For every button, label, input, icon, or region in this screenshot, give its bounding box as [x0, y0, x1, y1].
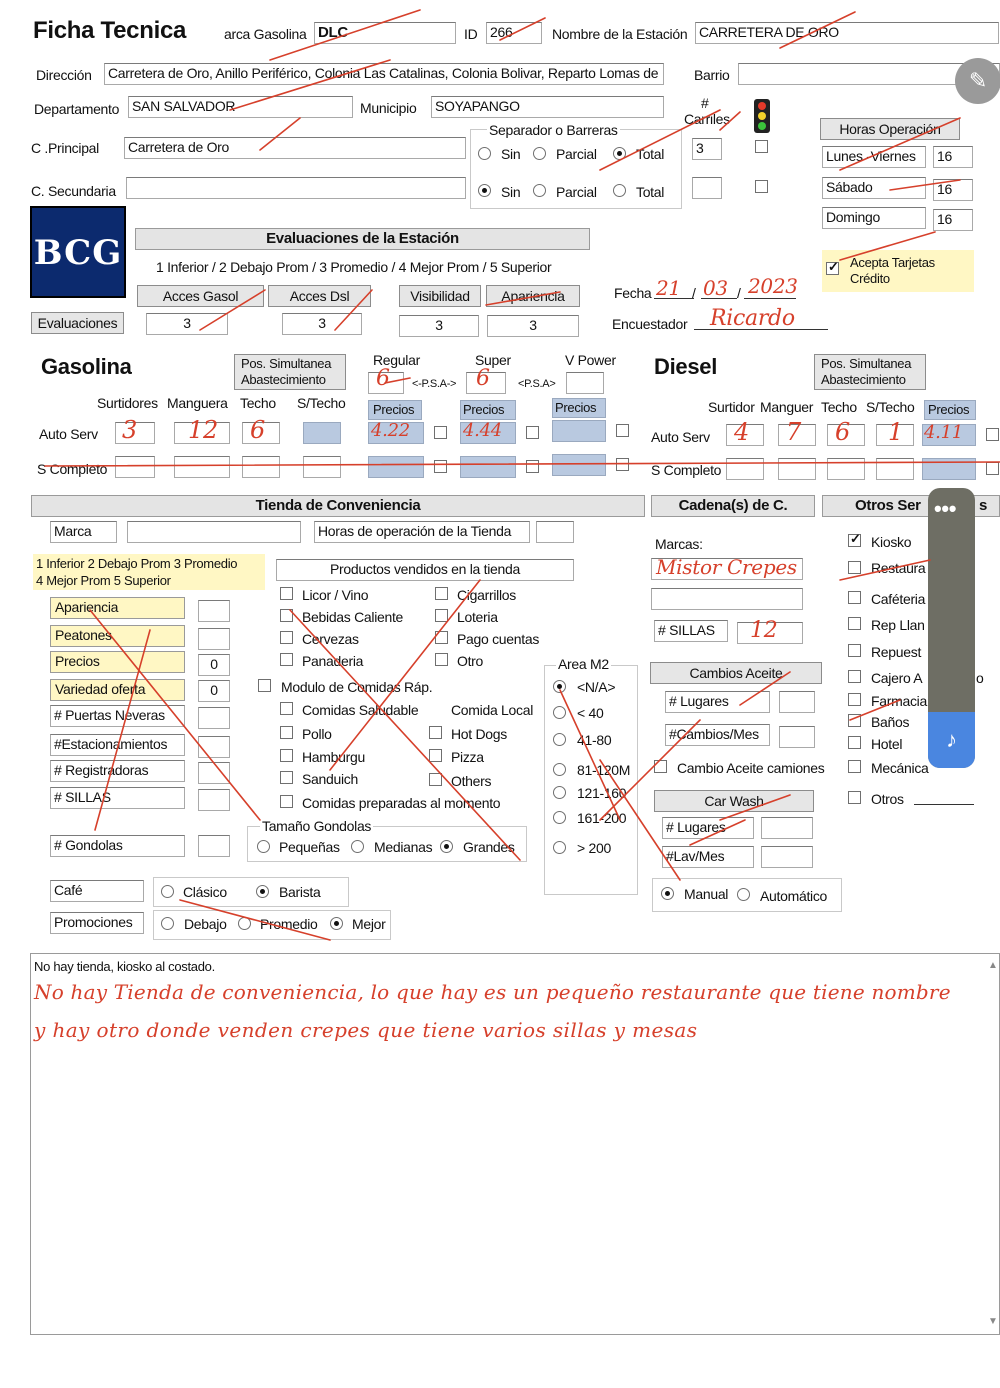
acces-gasol-button[interactable]: Acces Gasol	[137, 285, 264, 307]
direccion-label: Dirección	[36, 67, 92, 83]
repuest-label: Repuest	[871, 644, 922, 660]
saludable-label: Comidas Saludable	[302, 702, 419, 718]
manguer-label: Manguer	[760, 399, 814, 415]
bebidas-checkbox[interactable]	[280, 609, 293, 622]
cambio-camiones-checkbox[interactable]	[654, 760, 667, 773]
promedio-label: Promedio	[260, 916, 318, 932]
scroll-up-icon[interactable]: ▲	[988, 960, 998, 971]
gas-sc-precio-regular[interactable]	[368, 456, 424, 478]
evaluaciones-header: Evaluaciones de la Estación	[135, 228, 590, 250]
carriles-secundaria-field[interactable]	[692, 177, 722, 199]
marcas-field-2[interactable]	[651, 588, 803, 610]
clasico-radio[interactable]	[161, 885, 174, 898]
lunes-field[interactable]: 16	[933, 146, 973, 168]
municipio-field[interactable]: SOYAPANGO	[431, 96, 664, 118]
diesel-auto-stecho-value: 1	[888, 418, 903, 446]
cigarrillos-checkbox[interactable]	[435, 587, 448, 600]
departamento-field[interactable]: SAN SALVADOR	[128, 96, 353, 118]
edit-pencil-icon[interactable]: ✎	[955, 58, 1000, 104]
horas-operacion-header: Horas Operación	[820, 118, 960, 140]
diesel-s-completo-label: S Completo	[651, 462, 722, 478]
acces-dsl-button[interactable]: Acces Dsl	[268, 285, 371, 307]
hot-dogs-checkbox[interactable]	[429, 726, 442, 739]
comments-typed-text: No hay tienda, kiosko al costado.	[34, 959, 215, 974]
sep2-sin-radio[interactable]	[478, 184, 491, 197]
banos-checkbox[interactable]	[848, 714, 861, 727]
productos-header: Productos vendidos en la tienda	[276, 559, 574, 581]
medianas-radio[interactable]	[351, 840, 364, 853]
gas-auto-surtidores-value: 3	[122, 416, 137, 444]
rep-llan-checkbox[interactable]	[848, 617, 861, 630]
gas-sc-vpower-checkbox[interactable]	[616, 458, 629, 471]
hamburgu-label: Hamburgu	[302, 749, 365, 765]
area-na-label: <N/A>	[577, 679, 616, 695]
otro-checkbox[interactable]	[435, 653, 448, 666]
mecanica-checkbox[interactable]	[848, 760, 861, 773]
traffic-light-icon	[750, 98, 774, 134]
sep1-total-label: Total	[636, 146, 665, 162]
encuestador-label: Encuestador	[612, 316, 688, 332]
precios-regular-header: Precios	[368, 400, 422, 420]
diesel-sc-stecho-field[interactable]	[876, 458, 914, 480]
carriles-hash: #	[701, 95, 709, 111]
area-200-label: 161-200	[577, 810, 627, 826]
sep1-sin-label: Sin	[501, 146, 521, 162]
carriles-checkbox[interactable]	[755, 140, 768, 153]
cw-lav-label: #Lav/Mes	[662, 846, 754, 868]
separador-label: Separador o Barreras	[489, 122, 618, 138]
cajero-checkbox[interactable]	[848, 670, 861, 683]
sep2-parcial-label: Parcial	[556, 184, 597, 200]
super-label: Super	[475, 352, 511, 368]
tarjetas-checkbox[interactable]	[826, 262, 839, 275]
hotel-checkbox[interactable]	[848, 736, 861, 749]
otros-header-tail: s	[979, 497, 988, 514]
estacionamientos-field[interactable]	[198, 736, 230, 758]
more-options-icon[interactable]: •••	[934, 496, 957, 521]
area-gt200-label: > 200	[577, 840, 611, 856]
tienda-marca-label: Marca	[50, 521, 117, 543]
cafe-label: Café	[50, 880, 144, 902]
gas-auto-techo-value: 6	[250, 416, 265, 444]
gas-vpower-checkbox[interactable]	[616, 424, 629, 437]
gas-sc-surtidores-field[interactable]	[115, 456, 155, 478]
super-value: 6	[476, 366, 490, 391]
manguera-label: Manguera	[167, 395, 228, 411]
tienda-horas-label: Horas de operación de la Tienda	[314, 521, 530, 543]
techo-label: Techo	[240, 395, 276, 411]
variedad-field[interactable]: 0	[198, 680, 230, 702]
cafeteria-checkbox[interactable]	[848, 591, 861, 604]
manual-radio[interactable]	[661, 887, 674, 900]
pizza-checkbox[interactable]	[429, 749, 442, 762]
gas-s-completo-label: S Completo	[37, 461, 108, 477]
principal-field[interactable]: Carretera de Oro	[124, 137, 466, 159]
encuestador-field[interactable]: Ricardo	[710, 306, 795, 331]
fecha-label: Fecha	[614, 285, 652, 301]
area-na-radio[interactable]	[553, 680, 566, 693]
page-title: Ficha Tecnica	[33, 17, 187, 44]
manual-label: Manual	[684, 886, 729, 902]
modulo-checkbox[interactable]	[258, 679, 271, 692]
saludable-checkbox[interactable]	[280, 702, 293, 715]
pollo-checkbox[interactable]	[280, 726, 293, 739]
kiosko-checkbox[interactable]	[848, 534, 861, 547]
precios-field[interactable]: 0	[198, 654, 230, 676]
cw-lugares-field[interactable]	[761, 817, 813, 839]
gas-super-checkbox[interactable]	[526, 426, 539, 439]
diesel-sc-manguer-field[interactable]	[778, 458, 816, 480]
sep2-sin-label: Sin	[501, 184, 521, 200]
fecha-year-field[interactable]: 2023	[748, 274, 798, 298]
area-120-radio[interactable]	[553, 763, 566, 776]
pollo-label: Pollo	[302, 726, 332, 742]
barrio-label: Barrio	[694, 67, 730, 83]
cambios-aceite-header: Cambios Aceite	[650, 662, 822, 684]
cervezas-checkbox[interactable]	[280, 631, 293, 644]
restaura-checkbox[interactable]	[848, 561, 861, 574]
promedio-radio[interactable]	[238, 917, 251, 930]
diesel-techo-label: Techo	[821, 399, 857, 415]
others-label: Others	[451, 773, 492, 789]
visibilidad-button[interactable]: Visibilidad	[399, 285, 481, 307]
grandes-radio[interactable]	[440, 840, 453, 853]
diesel-sc-surtidor-field[interactable]	[726, 458, 764, 480]
diesel-pos-simultanea: Pos. Simultanea Abastecimiento	[814, 354, 926, 390]
area-120-label: 81-120M	[577, 762, 631, 778]
gasolina-title: Gasolina	[41, 354, 132, 379]
surtidores-label: Surtidores	[97, 395, 158, 411]
otros-header-text: Otros Ser	[855, 497, 921, 514]
precios-super-header: Precios	[460, 400, 516, 420]
regular-label: Regular	[373, 352, 420, 368]
apariencia-label: Apariencia	[50, 597, 185, 619]
gas-sc-precio-vpower[interactable]	[552, 454, 606, 476]
regular-value: 6	[376, 366, 390, 391]
domingo-field[interactable]: 16	[933, 209, 973, 231]
diesel-sc-techo-field[interactable]	[827, 458, 865, 480]
cw-lugares-label: # Lugares	[662, 817, 754, 839]
gas-sc-regular-checkbox[interactable]	[434, 460, 447, 473]
gas-auto-manguera-value: 12	[188, 416, 218, 444]
departamento-label: Departamento	[34, 101, 120, 117]
area-80-radio[interactable]	[553, 733, 566, 746]
barista-radio[interactable]	[256, 885, 269, 898]
modulo-label: Modulo de Comidas Ráp.	[281, 679, 433, 695]
evaluaciones-scale: 1 Inferior / 2 Debajo Prom / 3 Promedio / 4 Mejor Prom / 5 Superior	[156, 259, 552, 275]
sabado-field[interactable]: 16	[933, 179, 973, 201]
diesel-title: Diesel	[654, 354, 718, 379]
puertas-label: # Puertas Neveras	[50, 705, 185, 727]
cervezas-label: Cervezas	[302, 631, 359, 647]
psa-label-2: <P.S.A>	[518, 378, 556, 390]
area-200-radio[interactable]	[553, 811, 566, 824]
gas-pos-simultanea: Pos. Simultanea Abastecimiento	[234, 354, 346, 390]
cambio-camiones-label: Cambio Aceite camiones	[677, 760, 825, 776]
carriles-label: Carriles	[684, 111, 730, 127]
barista-label: Barista	[279, 884, 321, 900]
tienda-scale-line1: 1 Inferior 2 Debajo Prom 3 Promedio	[36, 556, 238, 571]
farmacia-checkbox[interactable]	[848, 693, 861, 706]
id-label: ID	[464, 26, 478, 42]
mejor-radio[interactable]	[330, 917, 343, 930]
peatones-field[interactable]	[198, 628, 230, 650]
lunes-label: Lunes -Viernes	[822, 146, 926, 168]
apariencia-field[interactable]	[198, 600, 230, 622]
precios-vpower-header: Precios	[552, 398, 606, 418]
cigarrillos-label: Cigarrillos	[457, 587, 516, 603]
marcas-value: Mistor Crepes	[656, 555, 797, 579]
domingo-label: Domingo	[822, 207, 926, 229]
debajo-radio[interactable]	[161, 917, 174, 930]
diesel-precios-header: Precios	[924, 400, 976, 420]
peatones-label: Peatones	[50, 625, 185, 647]
secundaria-label: C. Secundaria	[31, 183, 116, 199]
cadena-header: Cadena(s) de C.	[651, 495, 815, 517]
sep2-total-label: Total	[636, 184, 665, 200]
preparadas-label: Comidas preparadas al momento	[302, 795, 501, 811]
tienda-horas-field[interactable]	[536, 521, 574, 543]
acces-dsl-field[interactable]: 3	[282, 313, 362, 335]
area-80-label: 41-80	[577, 732, 612, 748]
loteria-label: Loteria	[457, 609, 498, 625]
repuest-checkbox[interactable]	[848, 644, 861, 657]
marcas-label: Marcas:	[655, 536, 703, 552]
others-checkbox[interactable]	[429, 773, 442, 786]
tienda-header: Tienda de Conveniencia	[31, 495, 645, 517]
grandes-label: Grandes	[463, 839, 515, 855]
sep1-parcial-radio[interactable]	[533, 147, 546, 160]
gas-sc-manguera-field[interactable]	[174, 456, 230, 478]
pago-cuentas-checkbox[interactable]	[435, 631, 448, 644]
debajo-label: Debajo	[184, 916, 227, 932]
sep1-parcial-label: Parcial	[556, 146, 597, 162]
gas-regular-checkbox[interactable]	[434, 426, 447, 439]
comments-handwritten-line1: No hay Tienda de conveniencia, lo que hay es un pequeño restaurante que tiene nombre	[34, 980, 951, 1004]
hamburgu-checkbox[interactable]	[280, 749, 293, 762]
sep1-sin-radio[interactable]	[478, 147, 491, 160]
psa-label-1: <-P.S.A->	[412, 378, 457, 390]
direccion-field[interactable]: Carretera de Oro, Anillo Periférico, Colonia Las Catalinas, Colonia Bolivar, Reparto Lomas de	[104, 63, 664, 85]
principal-label: C .Principal	[31, 140, 99, 156]
gas-precio-super-value: 4.44	[463, 420, 502, 441]
apariencia-button[interactable]: Apariencia	[486, 285, 580, 307]
diesel-auto-serv-label: Auto Serv	[651, 429, 710, 445]
kiosko-label: Kiosko	[871, 534, 912, 550]
area-160-radio[interactable]	[553, 786, 566, 799]
cafeteria-label: Caféteria	[871, 591, 926, 607]
hotel-label: Hotel	[871, 736, 903, 752]
evaluaciones-button[interactable]: Evaluaciones	[31, 312, 124, 334]
pizza-label: Pizza	[451, 749, 484, 765]
area-group	[544, 665, 638, 895]
fecha-day-field[interactable]: 21	[656, 276, 681, 300]
tienda-scale-line2: 4 Mejor Prom 5 Superior	[36, 573, 171, 588]
ca-lugares-field[interactable]	[779, 691, 815, 713]
municipio-label: Municipio	[360, 100, 417, 116]
surtidor-label: Surtidor	[708, 399, 755, 415]
fecha-year-line	[744, 298, 796, 299]
gas-auto-serv-label: Auto Serv	[39, 426, 98, 442]
sanduich-label: Sanduich	[302, 771, 358, 787]
gas-sc-precio-super[interactable]	[460, 456, 516, 478]
sep1-total-radio[interactable]	[613, 147, 626, 160]
ca-cambios-label: #Cambios/Mes	[665, 724, 770, 746]
banos-label: Baños	[871, 714, 910, 730]
diesel-precio-value: 4.11	[924, 422, 963, 443]
diesel-sc-checkbox[interactable]	[986, 462, 999, 475]
tamano-label: Tamaño Gondolas	[262, 818, 372, 834]
loteria-checkbox[interactable]	[435, 609, 448, 622]
farmacia-label: Farmacia	[871, 693, 927, 709]
mecanica-label: Mecánica	[871, 760, 929, 776]
otro-label: Otro	[457, 653, 484, 669]
pequenas-label: Pequeñas	[279, 839, 340, 855]
fecha-slash-1: /	[692, 285, 696, 301]
comments-handwritten-line2: y hay otro donde venden crepes que tiene varios sillas y mesas	[34, 1018, 698, 1042]
restaura-label: Restaura	[871, 560, 926, 576]
mejor-label: Mejor	[352, 916, 386, 932]
automatico-label: Automático	[760, 888, 828, 904]
medianas-label: Medianas	[374, 839, 433, 855]
gondolas-field[interactable]	[198, 835, 230, 857]
cajero-label: Cajero A	[871, 670, 923, 686]
sep2-parcial-radio[interactable]	[533, 184, 546, 197]
tarjetas-label: Acepta Tarjetas Crédito	[850, 255, 935, 286]
area-40-label: < 40	[577, 705, 604, 721]
sillas-label: # SILLAS	[50, 787, 185, 809]
diesel-sc-precio-field[interactable]	[922, 458, 976, 480]
bcg-logo: BCG	[30, 206, 126, 298]
rep-llan-label: Rep Llan	[871, 617, 925, 633]
pequenas-radio[interactable]	[257, 840, 270, 853]
cadena-sillas-value: 12	[750, 618, 778, 643]
acces-gasol-field[interactable]: 3	[146, 313, 228, 335]
promociones-label: Promociones	[50, 912, 144, 934]
hot-dogs-label: Hot Dogs	[451, 726, 507, 742]
ca-cambios-field[interactable]	[779, 726, 815, 748]
nombre-label: Nombre de la Estación	[552, 26, 688, 42]
marca-label: arca Gasolina	[224, 26, 307, 42]
diesel-auto-surtidor-value: 4	[734, 418, 749, 446]
gondolas-label: # Gondolas	[50, 835, 185, 857]
car-wash-header: Car Wash	[654, 790, 814, 812]
licor-checkbox[interactable]	[280, 587, 293, 600]
secundaria-field[interactable]	[126, 177, 466, 199]
sep2-total-radio[interactable]	[613, 184, 626, 197]
otros-label: Otros	[871, 791, 904, 807]
automatico-radio[interactable]	[737, 888, 750, 901]
sanduich-checkbox[interactable]	[280, 771, 293, 784]
carriles-field[interactable]: 3	[692, 138, 722, 160]
preparadas-checkbox[interactable]	[280, 795, 293, 808]
cw-lav-field[interactable]	[761, 846, 813, 868]
cajero-tail: o	[976, 670, 984, 686]
registradoras-field[interactable]	[198, 762, 230, 784]
pago-cuentas-label: Pago cuentas	[457, 631, 540, 647]
area-40-radio[interactable]	[553, 706, 566, 719]
cadena-sillas-label: # SILLAS	[654, 620, 728, 642]
gas-sc-stecho-field[interactable]	[303, 456, 341, 478]
otros-checkbox[interactable]	[848, 791, 861, 804]
tienda-marca-field[interactable]	[127, 521, 301, 543]
area-160-label: 121-160	[577, 785, 627, 801]
comida-local-label: Comida Local	[451, 702, 533, 718]
variedad-label: Variedad oferta	[50, 679, 185, 701]
secundaria-checkbox[interactable]	[755, 180, 768, 193]
registradoras-label: # Registradoras	[50, 760, 185, 782]
gas-sc-super-checkbox[interactable]	[526, 460, 539, 473]
bebidas-label: Bebidas Caliente	[302, 609, 404, 625]
panaderia-checkbox[interactable]	[280, 653, 293, 666]
sabado-label: Sábado	[822, 177, 926, 199]
precios-label: Precios	[50, 651, 185, 673]
apariencia-field[interactable]: 3	[487, 315, 579, 337]
fecha-slash-2: /	[737, 285, 741, 301]
puertas-field[interactable]	[198, 707, 230, 729]
licor-label: Licor / Vino	[302, 587, 369, 603]
marca-field[interactable]: DLC	[314, 22, 456, 44]
ca-lugares-label: # Lugares	[665, 691, 770, 713]
visibilidad-field[interactable]: 3	[399, 315, 479, 337]
gas-sc-techo-field[interactable]	[242, 456, 280, 478]
diesel-auto-techo-value: 6	[835, 418, 850, 446]
otros-line	[914, 804, 974, 805]
scroll-down-icon[interactable]: ▼	[988, 1316, 998, 1327]
vpower-label: V Power	[565, 352, 616, 368]
comments-textarea[interactable]	[30, 953, 1000, 1335]
clasico-label: Clásico	[183, 884, 227, 900]
estacionamientos-label: #Estacionamientos	[50, 734, 185, 756]
area-label: Area M2	[558, 656, 609, 672]
gas-precio-vpower-field[interactable]	[552, 420, 606, 442]
fecha-month-field[interactable]: 03	[703, 276, 728, 300]
diesel-precio-checkbox[interactable]	[986, 428, 999, 441]
diesel-auto-manguer-value: 7	[786, 418, 801, 446]
stecho-label: S/Techo	[297, 395, 346, 411]
gas-precio-regular-value: 4.22	[371, 420, 410, 441]
nombre-field[interactable]: CARRETERA DE ORO	[695, 22, 999, 44]
gas-auto-stecho-field[interactable]	[303, 422, 341, 444]
sillas-field[interactable]	[198, 789, 230, 811]
diesel-stecho-label: S/Techo	[866, 399, 915, 415]
panaderia-label: Panaderia	[302, 653, 364, 669]
id-field[interactable]: 266	[486, 22, 542, 44]
vpower-field[interactable]	[566, 372, 604, 394]
area-gt200-radio[interactable]	[553, 841, 566, 854]
music-note-icon[interactable]: ♪	[928, 712, 975, 768]
